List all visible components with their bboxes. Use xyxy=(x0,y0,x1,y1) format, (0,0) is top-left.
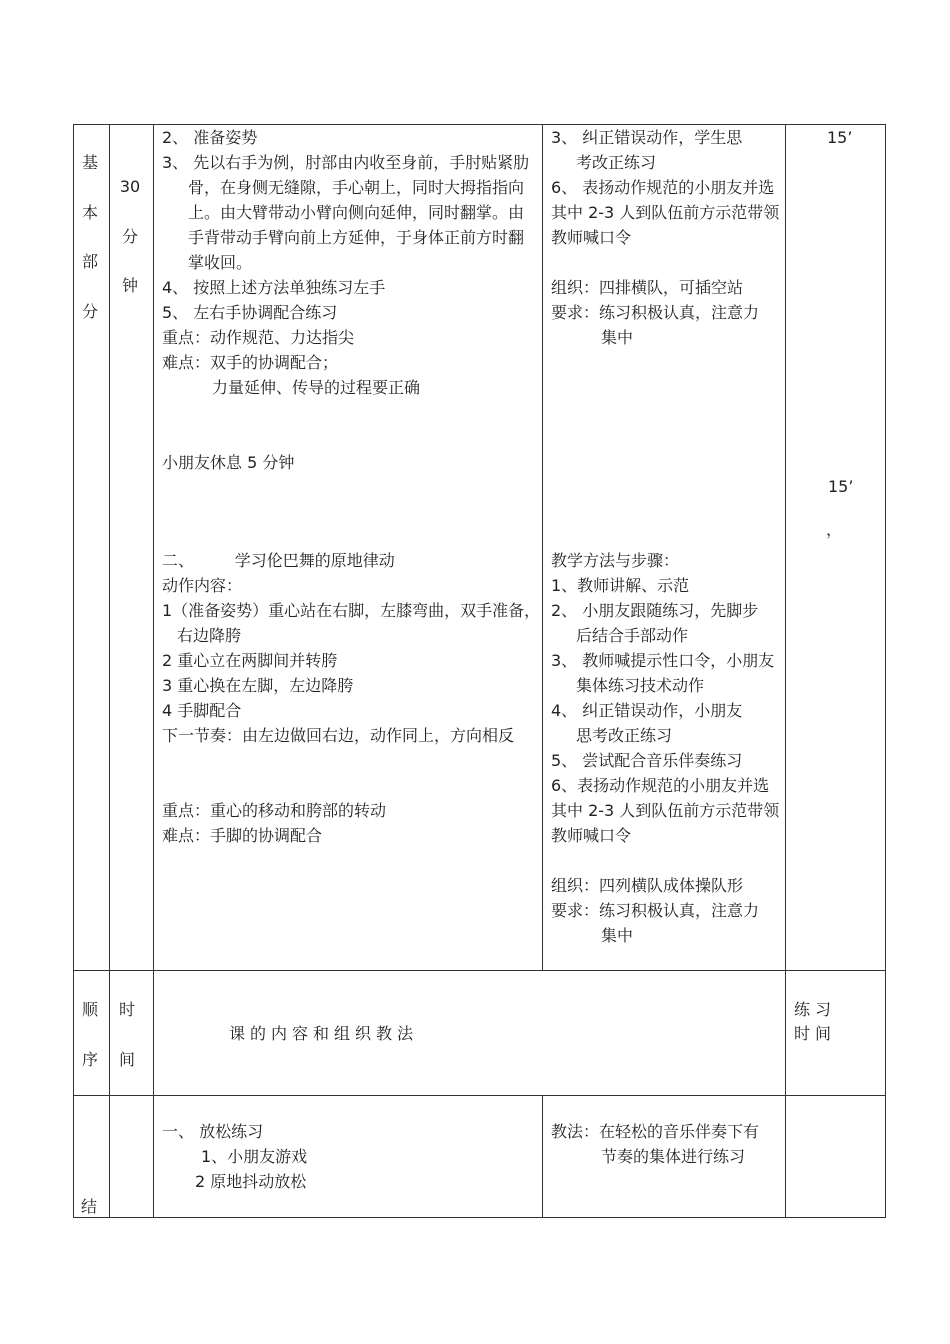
table-col-divider xyxy=(542,124,543,971)
content-line: 2 重心立在两脚间并转胯 xyxy=(162,651,338,670)
table-row-divider xyxy=(73,1095,886,1096)
content-line: 3、 先以右手为例，肘部由内收至身前，手肘贴紧肋 xyxy=(162,153,530,172)
content-line: 掌收回。 xyxy=(188,253,253,272)
table-col-divider xyxy=(153,124,154,1218)
method-line: 其中 2-3 人到队伍前方示范带领 xyxy=(551,801,780,820)
content-line: 上。由大臂带动小臂向侧向延伸，同时翻掌。由 xyxy=(188,203,525,222)
end-method-line: 节奏的集体进行练习 xyxy=(601,1147,746,1166)
content-line: 难点：双手的协调配合； xyxy=(162,353,339,372)
content-line: 手背带动手臂向前上方延伸，于身体正前方时翻 xyxy=(188,228,525,247)
header-time xyxy=(116,985,138,1084)
method-line: 集体练习技术动作 xyxy=(576,676,705,695)
content-line: 重点：动作规范、力达指尖 xyxy=(162,328,355,347)
section-time-char: 钟 xyxy=(121,276,138,296)
method-line: 教学方法与步骤： xyxy=(551,551,680,570)
section-time-value: 30 xyxy=(119,177,141,196)
section-time-char: 分 xyxy=(121,226,138,246)
section-label-char: 部 xyxy=(81,252,98,272)
method-line: 集中 xyxy=(601,926,634,945)
method-line: 4、 纠正错误动作，小朋友 xyxy=(551,701,743,720)
method-line: 要求：练习积极认真，注意力 xyxy=(551,901,760,920)
method-line: 5、 尝试配合音乐伴奏练习 xyxy=(551,751,743,770)
content-line: 二、 学习伦巴舞的原地律动 xyxy=(162,551,395,570)
content-line: 难点：手脚的协调配合 xyxy=(162,826,323,845)
section-label-basic xyxy=(79,138,101,336)
content-line: 重点：重心的移动和胯部的转动 xyxy=(162,801,387,820)
content-line: 4、 按照上述方法单独练习左手 xyxy=(162,278,386,297)
header-practice-time: 练习 xyxy=(794,1000,837,1019)
content-line: 4 手脚配合 xyxy=(162,701,242,720)
header-order-char: 序 xyxy=(81,1049,98,1069)
table-col-divider xyxy=(542,1095,543,1218)
header-practice-time: 时间 xyxy=(794,1024,837,1043)
method-line: 后结合手部动作 xyxy=(576,626,689,645)
section-label-char: 基 xyxy=(81,153,98,172)
method-line: 1、教师讲解、示范 xyxy=(551,576,690,595)
end-content-line: 1、小朋友游戏 xyxy=(201,1147,308,1166)
section-label-char: 本 xyxy=(81,202,98,222)
method-line: 3、 纠正错误动作，学生思 xyxy=(551,128,743,147)
method-line: 组织：四列横队成体操队形 xyxy=(551,876,744,895)
content-line: 力量延伸、传导的过程要正确 xyxy=(212,378,421,397)
end-content-line: 一、 放松练习 xyxy=(162,1122,264,1141)
content-line: 骨，在身侧无缝隙，手心朝上，同时大拇指指向 xyxy=(188,178,525,197)
section-time-basic xyxy=(117,162,143,311)
section-label-end: 结 xyxy=(81,1197,98,1216)
table-col-divider xyxy=(109,124,110,1218)
table-border-bottom xyxy=(73,1217,886,1218)
method-line: 3、 教师喊提示性口令，小朋友 xyxy=(551,651,775,670)
end-method-line: 教法：在轻松的音乐伴奏下有 xyxy=(551,1122,760,1141)
practice-duration: 15’ xyxy=(827,128,853,147)
method-line: 其中 2-3 人到队伍前方示范带领 xyxy=(551,203,780,222)
table-border-left xyxy=(73,124,74,1218)
rest-note: 小朋友休息 5 分钟 xyxy=(162,453,295,472)
method-line: 要求：练习积极认真，注意力 xyxy=(551,303,760,322)
header-time-char: 间 xyxy=(118,1049,135,1069)
method-line: 考改正练习 xyxy=(576,153,657,172)
header-order xyxy=(79,985,101,1084)
table-col-divider xyxy=(785,124,786,1218)
header-time-char: 时 xyxy=(118,1000,135,1019)
content-line: 右边降胯 xyxy=(177,626,242,645)
content-line: 3 重心换在左脚，左边降胯 xyxy=(162,676,354,695)
method-line: 6、表扬动作规范的小朋友并选 xyxy=(551,776,770,795)
method-line: 集中 xyxy=(601,328,634,347)
end-content-line: 2 原地抖动放松 xyxy=(195,1172,307,1191)
method-line: 2、 小朋友跟随练习，先脚步 xyxy=(551,601,759,620)
method-line: 思考改正练习 xyxy=(576,726,673,745)
content-line: 2、 准备姿势 xyxy=(162,128,258,147)
content-line: 1（准备姿势）重心站在右脚，左膝弯曲，双手准备， xyxy=(162,601,541,620)
header-content-title: 课的内容和组织教法 xyxy=(229,1024,419,1043)
table-border-right xyxy=(885,124,886,1218)
method-line: 6、 表扬动作规范的小朋友并选 xyxy=(551,178,775,197)
table-row-divider xyxy=(73,970,886,971)
content-line: 5、 左右手协调配合练习 xyxy=(162,303,338,322)
method-line: 教师喊口令 xyxy=(551,228,632,247)
practice-duration-mark: ， xyxy=(826,520,843,539)
practice-duration: 15’ xyxy=(828,477,854,496)
section-label-char: 分 xyxy=(81,301,98,321)
content-line: 下一节奏：由左边做回右边，动作同上，方向相反 xyxy=(162,726,515,745)
content-line: 动作内容： xyxy=(162,576,243,595)
method-line: 教师喊口令 xyxy=(551,826,632,845)
method-line: 组织：四排横队，可插空站 xyxy=(551,278,744,297)
header-order-char: 顺 xyxy=(81,1000,98,1019)
